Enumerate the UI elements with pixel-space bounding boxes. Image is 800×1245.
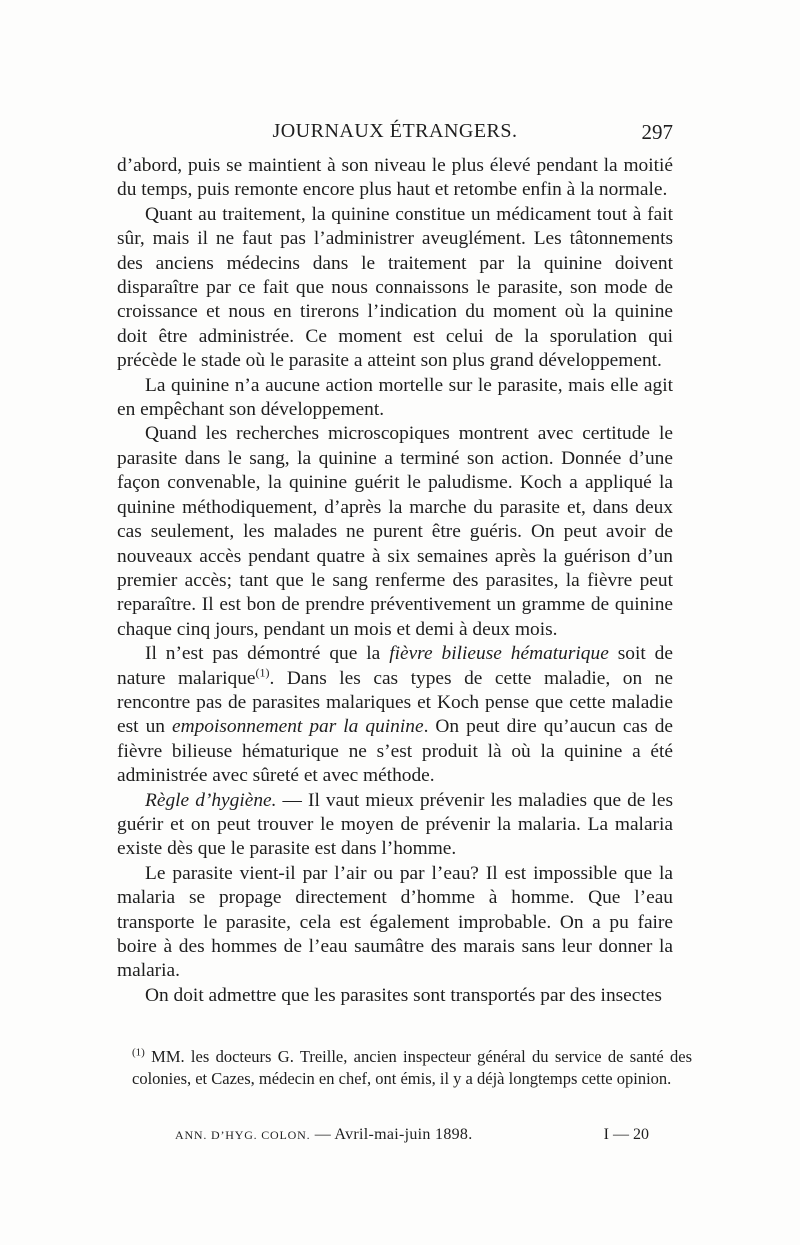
italic-term-fievre: fièvre bilieuse hématurique [389,643,609,665]
issue-date: — Avril-mai-juin 1898. [310,1126,473,1143]
sheet-number: I — 20 [603,1126,649,1143]
paragraph-2: Quant au traitement, la quinine constitue un médicament tout à fait sûr, mais il ne faut pas l’administrer aveuglément. Les tâtonnements des anciens médecins dans le traitement par la quinine doivent disparaître par ce fait que nous connaissons le parasite, son mode de croissance et nous en tirerons l’indication du moment où la quinine doit être administrée. Ce moment est celui de la sporulation qui précède le stade où le parasite a atteint son plus grand développement. [117,203,673,372]
paragraph-1: d’abord, puis se maintient à son niveau le plus élevé pendant la moitié du temps, puis remonte encore plus haut et retombe enfin à la normale. [117,155,673,201]
paragraph-4: Quand les recherches microscopiques montrent avec certitude le parasite dans le sang, la quinine a terminé son action. Donnée d’une façon convenable, la quinine guérit le paludisme. Koch a appliqué la quinine méthodiquement, d’après la marche du parasite et, dans deux cas seulement, les malades ne purent être guéris. On peut avoir de nouveaux accès pendant quatre à six semaines après la guérison d’un premier accès; tant que le sang renferme des parasites, la fièvre peut reparaître. Il est bon de prendre préventivement un gramme de quinine chaque cinq jours, pendant un mois et demi à deux mois. [117,423,673,640]
journal-abbreviation: ANN. D’HYG. COLON. [175,1128,311,1142]
signature-line [175,1126,649,1150]
paragraph-5-text-d: . On peut dire qu’aucun cas de fièvre bilieuse hématurique ne s’est produit là où la quinine a été administrée avec sûreté et avec méthode. [117,716,673,787]
running-head: JOURNAUX ÉTRANGERS. [272,120,518,142]
footnote-marker: (1) [132,1046,145,1059]
paragraph-5-text-b: soit de nature malarique [117,643,673,689]
paragraph-3: La quinine n’a aucune action mortelle sur le parasite, mais elle agit en empêchant son développement. [117,374,673,421]
paragraph-5-text-a: Il n’est pas démontré que la [145,643,390,665]
signature-journal-date [175,1126,473,1144]
paragraph-8: On doit admettre que les parasites sont transportés par des insectes [145,984,662,1006]
body-text [117,154,673,1008]
paragraph-6-text: — Il vaut mieux prévenir les maladies que de les guérir et on peut trouver le moyen de prévenir la malaria. La malaria existe dès que le parasite est dans l’homme. [117,789,674,860]
page-header [117,120,673,146]
paragraph-6 [117,789,673,862]
paragraph-5-text-c: . Dans les cas types de cette maladie, on ne rencontre pas de parasites malariques et Koch pense que cette maladie est un [117,667,673,738]
footnote-text: MM. les docteurs G. Treille, ancien inspecteur général du service de santé des colonies, et Cazes, médecin en chef, ont émis, il y a déjà longtemps cette opinion. [132,1047,692,1088]
section-heading-hygiene: Règle d’hygiène. [145,789,277,811]
page-number: 297 [641,120,673,144]
footnote-reference: (1) [255,665,270,680]
paragraph-5 [117,642,673,788]
paragraph-7: Le parasite vient-il par l’air ou par l’eau? Il est impossible que la malaria se propage directement d’homme à homme. Que l’eau transporte le parasite, cela est également improbable. On a pu faire boire à des hommes de l’eau saumâtre des marais sans leur donner la malaria. [117,862,673,982]
footnote [132,1046,692,1089]
italic-term-empoisonnement: empoisonnement par la quinine [171,716,424,738]
